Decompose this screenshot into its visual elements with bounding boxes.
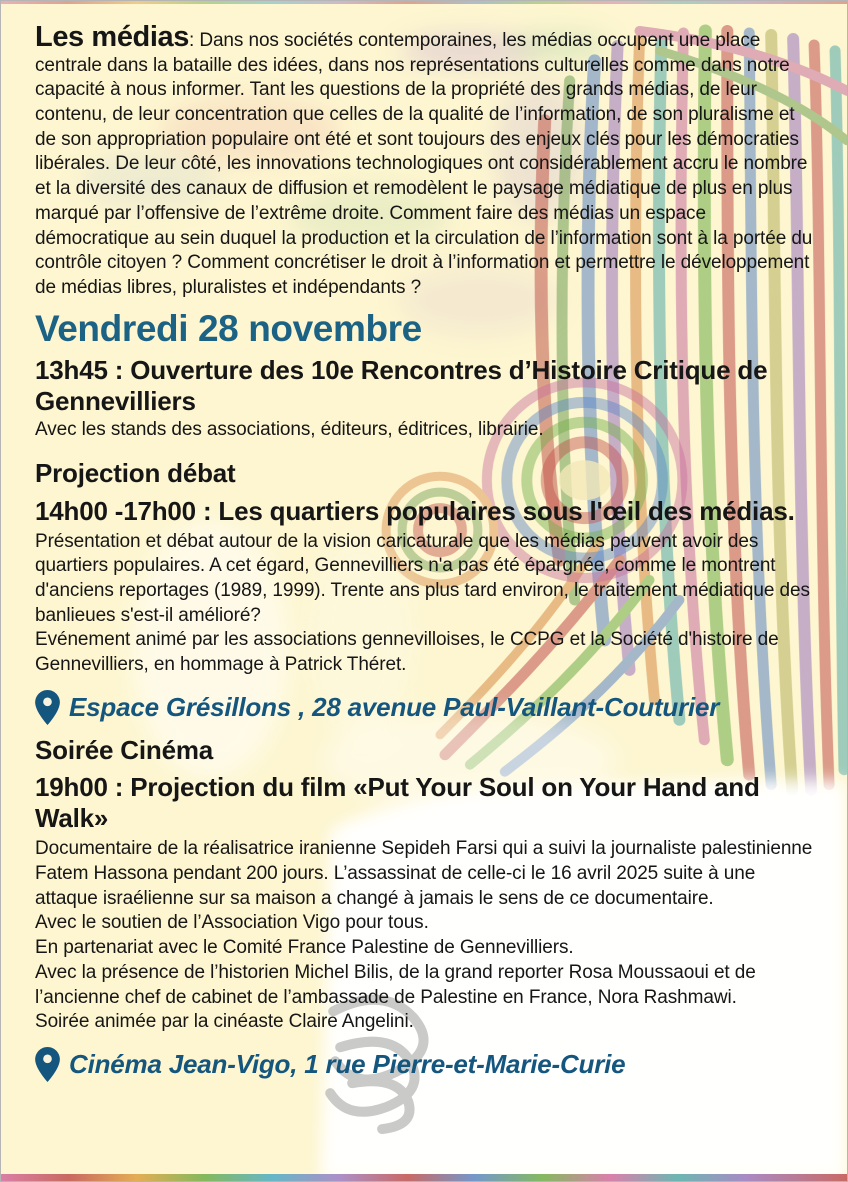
program-content [1,1,847,1082]
projection-event-title: 14h00 -17h00 : Les quartiers populaires sous l'œil des médias. [35,495,795,526]
projection-organizers: Evénement animé par les associations gennevilloises, le CCPG et la Société d'histoire de Gennevilliers, en hommage à Patrick Théret. [35,629,779,676]
projection-section-title: Projection débat [35,458,236,489]
opening-note: Avec les stands des associations, éditeurs, éditrices, librairie. [35,418,544,440]
intro-separator: : [188,30,200,51]
cinema-partnership: En partenariat avec le Comité France Palestine de Gennevilliers. [35,937,574,959]
cinema-section-title: Soirée Cinéma [35,734,214,765]
cinema-host: Soirée animée par la cinéaste Claire Angelini. [35,1011,414,1033]
projection-location-row [35,690,813,725]
cinema-guests: Avec la présence de l’historien Michel Bilis, de la grand reporter Rosa Moussaoui et de l’ancienne chef de cabinet de l’ambassade de Palestine en France, Nora Rashmawi. [35,961,756,1008]
map-pin-icon [35,1047,60,1082]
intro-paragraph [35,23,813,301]
map-pin-icon [35,690,60,725]
cinema-description: Documentaire de la réalisatrice iranienne Sepideh Farsi qui a suivi la journaliste palestinienne Fatem Hassona pendant 200 jours. L’assassinat de celle-ci le 16 avril 2025 suite à une attaque israélienne sur sa maison a changé à jamais le sens de ce documentaire. [35,838,813,909]
projection-description: Présentation et débat autour de la vision caricaturale que les médias peuvent avoir des quartiers populaires. A cet égard, Gennevilliers n'a pas été épargnée, comme le montrent d'anciens reportages (1989, 1999). Trente ans plus tard environ, le traitement médiatique des banlieues s'est-il amélioré? [35,530,810,626]
opening-title: 13h45 : Ouverture des 10e Rencontres d’Histoire Critique de Gennevilliers [35,355,768,417]
intro-body: Dans nos sociétés contemporaines, les médias occupent une place centrale dans la bataille des idées, dans nos représentations culturelles comme dans notre capacité à nous informer. Tant les questions de la propriété des grands médias, de leur contenu, de leur concentration que celles de la qualité de l’information, de son pluralisme et de son appropriation populaire ont été et sont toujours des enjeux clés pour les démocraties libérales. De leur côté, les innovations technologiques ont considérablement accru le nombre et la diversité des canaux de diffusion et remodèlent le paysage médiatique de plus en plus marqué par l’offensive de l’extrême droite. Comment faire des médias un espace démocratique au sein duquel la production et la circulation de l’information sont à la portée du contrôle citoyen ? Comment concrétiser le droit à l’information et permettre le développement de médias libres, pluralistes et indépendants ? [35,30,813,298]
intro-lead: Les médias [35,21,189,53]
day-heading: Vendredi 28 novembre [35,307,422,349]
cinema-location-row [35,1047,813,1082]
cinema-location-text: Cinéma Jean-Vigo, 1 rue Pierre-et-Marie-Curie [69,1048,626,1079]
projection-location-text: Espace Grésillons , 28 avenue Paul-Vaillant-Couturier [69,691,720,722]
cinema-event-title: 19h00 : Projection du film «Put Your Soul on Your Hand and Walk» [35,772,760,834]
cinema-support: Avec le soutien de l’Association Vigo pour tous. [35,912,429,934]
